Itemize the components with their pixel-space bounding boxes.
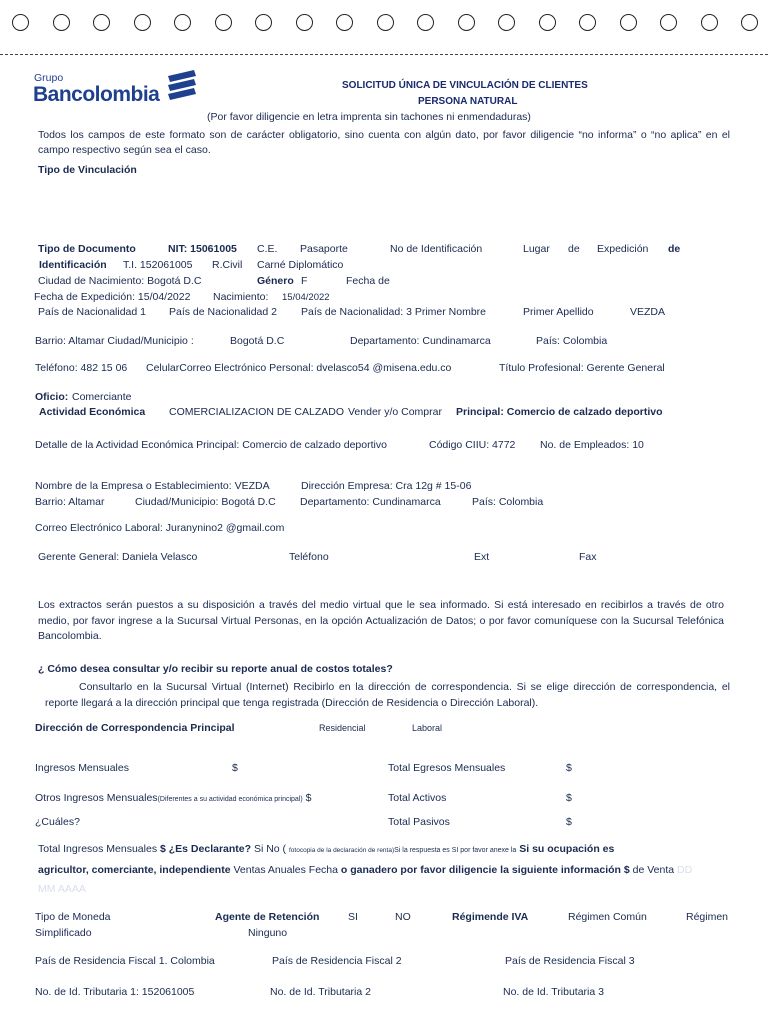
regimen-iva-label: Régimende IVA: [452, 911, 529, 923]
binder-hole: [620, 14, 637, 31]
tipo-vinculacion-label: Tipo de Vinculación: [38, 164, 137, 176]
pais-nacionalidad-1-label: País de Nacionalidad 1: [38, 306, 146, 318]
no-identificacion-label: No de Identificación: [390, 243, 483, 255]
detalle-actividad-field: Detalle de la Actividad Económica Principal: Comercio de calzado deportivo: [35, 439, 387, 451]
empresa-pais-field: País: Colombia: [472, 496, 544, 508]
id-tributaria-2: No. de Id. Tributaria 2: [270, 986, 371, 998]
actividad-economica-label: Actividad Económica: [39, 406, 146, 418]
actividad-value: COMERCIALIZACION DE CALZADO: [169, 406, 345, 418]
de-label: de: [568, 243, 580, 255]
pais-field: País: Colombia: [536, 335, 608, 347]
correspondencia-label: Dirección de Correspondencia Principal: [35, 722, 235, 734]
binder-hole: [417, 14, 434, 31]
otros-ingresos-field: [35, 792, 311, 804]
regimen-label: Régimen: [686, 911, 729, 923]
id-tributaria-1: No. de Id. Tributaria 1: 152061005: [35, 986, 195, 998]
form-instructions: (Por favor diligencie en letra imprenta sin tachones ni enmendaduras): [207, 111, 531, 123]
lugar-label: Lugar: [523, 243, 550, 255]
simplificado-option: Simplificado: [35, 927, 92, 939]
total-pasivos-label: Total Pasivos: [388, 816, 450, 828]
declarante-line-2: agricultor, comerciante, independiente Ventas Anuales Fecha o ganadero por favor diligencie la siguiente información $ de Venta DD: [38, 864, 693, 876]
binder-hole: [134, 14, 151, 31]
fecha-expedicion-field: Fecha de Expedición: 15/04/2022: [34, 291, 191, 303]
empresa-direccion-field: Dirección Empresa: Cra 12g # 15-06: [301, 480, 472, 492]
form-title: SOLICITUD ÚNICA DE VINCULACIÓN DE CLIENTES: [342, 80, 588, 91]
empresa-ext-label: Ext: [474, 551, 490, 563]
form-subtitle-persona: PERSONA NATURAL: [418, 96, 518, 107]
otros-ingresos-label: Otros Ingresos Mensuales: [35, 792, 158, 804]
ninguno-option: Ninguno: [248, 927, 288, 939]
bancolombia-mark-icon: [166, 70, 198, 104]
ce-option: C.E.: [257, 243, 278, 255]
laboral-option: Laboral: [412, 723, 443, 733]
binder-hole: [296, 14, 313, 31]
binder-hole: [12, 14, 29, 31]
ingresos-mensuales-label: Ingresos Mensuales: [35, 762, 129, 774]
correo-laboral-field: Correo Electrónico Laboral: Juranynino2 @gmail.com: [35, 522, 285, 534]
empresa-fax-label: Fax: [579, 551, 597, 563]
fecha-de-label: Fecha de: [346, 275, 390, 287]
binder-hole: [539, 14, 556, 31]
primer-apellido-value: VEZDA: [630, 306, 666, 318]
id-tributaria-3: No. de Id. Tributaria 3: [503, 986, 604, 998]
reporte-pregunta: ¿ Cómo desea consultar y/o recibir su reporte anual de costos totales?: [38, 663, 393, 675]
regimen-comun-option: Régimen Común: [568, 911, 647, 923]
dashed-cut-line: [0, 54, 768, 55]
residencia-fiscal-2: País de Residencia Fiscal 2: [272, 955, 402, 967]
binder-hole: [741, 14, 758, 31]
tipo-documento-label: Tipo de Documento: [38, 243, 136, 255]
activos-dollar: $: [566, 792, 572, 804]
tipo-moneda-label: Tipo de Moneda: [35, 911, 111, 923]
ti-field: T.I. 152061005: [123, 259, 193, 271]
binder-hole: [498, 14, 515, 31]
binder-hole: [701, 14, 718, 31]
logo-grupo-text: Grupo: [34, 72, 64, 84]
genero-value: F: [301, 275, 308, 287]
nacimiento-label: Nacimiento:: [213, 291, 269, 303]
residencia-fiscal-3: País de Residencia Fiscal 3: [505, 955, 635, 967]
binder-hole: [377, 14, 394, 31]
empresa-ciudad-field: Ciudad/Municipio: Bogotá D.C: [135, 496, 276, 508]
binder-hole: [93, 14, 110, 31]
binder-holes: [12, 14, 758, 34]
codigo-ciiu-field: Código CIIU: 4772: [429, 439, 516, 451]
rcivil-option: R.Civil: [212, 259, 243, 271]
total-egresos-label: Total Egresos Mensuales: [388, 762, 506, 774]
intro-paragraph: Todos los campos de este formato son de carácter obligatorio, sino cuenta con algún dato, por favor diligencie “no informa” o “no aplica” en el campo respectivo según sea el caso.: [38, 129, 730, 156]
logo-name-text: Bancolombia: [33, 83, 160, 106]
binder-hole: [336, 14, 353, 31]
empresa-departamento-field: Departamento: Cundinamarca: [300, 496, 441, 508]
oficio-label: Oficio:: [35, 391, 69, 403]
fecha-placeholder: MM AAAA: [38, 883, 86, 895]
nit-field: NIT: 15061005: [168, 243, 237, 255]
empleados-field: No. de Empleados: 10: [540, 439, 644, 451]
binder-hole: [579, 14, 596, 31]
otros-dollar: $: [305, 792, 312, 804]
correo-personal-field: CelularCorreo Electrónico Personal: dvelasco54 @misena.edu.co: [146, 362, 452, 374]
pasaporte-option: Pasaporte: [300, 243, 348, 255]
pais-nacionalidad-3-field: País de Nacionalidad: 3 Primer Nombre: [301, 306, 487, 318]
primer-apellido-label: Primer Apellido: [523, 306, 594, 318]
carne-diplomatico-option: Carné Diplomático: [257, 259, 344, 271]
ciudad-nacimiento-field: Ciudad de Nacimiento: Bogotá D.C: [38, 275, 202, 287]
telefono-field: Teléfono: 482 15 06: [35, 362, 128, 374]
residencia-fiscal-1: País de Residencia Fiscal 1. Colombia: [35, 955, 215, 967]
nacimiento-value: 15/04/2022: [282, 292, 330, 303]
oficio-value: Comerciante: [72, 391, 132, 403]
identificacion-label: Identificación: [39, 259, 107, 271]
binder-hole: [660, 14, 677, 31]
empresa-barrio-field: Barrio: Altamar: [35, 496, 105, 508]
empresa-nombre-field: Nombre de la Empresa o Establecimiento: VEZDA: [35, 480, 270, 492]
binder-hole: [215, 14, 232, 31]
empresa-telefono-label: Teléfono: [289, 551, 329, 563]
binder-hole: [53, 14, 70, 31]
de-label-bold: de: [668, 243, 681, 255]
cuales-label: ¿Cuáles?: [35, 816, 80, 828]
extractos-paragraph: Los extractos serán puestos a su disposición a través del medio virtual que le sea informado. Si está interesado en recibirlos a través de otro medio, por favor ingrese a la Sucursal Virtual Personas, en la opción Actualización de Datos; o por favor comuníquese con la Sucursal Telefónica Bancolombia.: [38, 599, 724, 642]
pasivos-dollar: $: [566, 816, 572, 828]
egresos-dollar: $: [566, 762, 572, 774]
barrio-ciudad-field: Barrio: Altamar Ciudad/Municipio :: [35, 335, 194, 347]
declarante-line-1: Total Ingresos Mensuales $ ¿Es Declarante? Si No ( fotocopia de la declaración de renta)Si la respuesta es SI por favor anexe la Si su ocupación es: [38, 843, 615, 855]
binder-hole: [458, 14, 475, 31]
actividad-principal-field: Principal: Comercio de calzado deportivo: [456, 406, 663, 418]
ingresos-dollar: $: [232, 762, 238, 774]
pais-nacionalidad-2-label: País de Nacionalidad 2: [169, 306, 277, 318]
expedicion-label: Expedición: [597, 243, 649, 255]
retencion-no-option: NO: [395, 911, 411, 923]
otros-ingresos-note: (Diferentes a su actividad económica principal): [157, 796, 303, 803]
vender-comprar-text: Vender y/o Comprar: [348, 406, 442, 418]
binder-hole: [174, 14, 191, 31]
residencial-option: Residencial: [319, 723, 366, 733]
reporte-opciones: Consultarlo en la Sucursal Virtual (Internet) Recibirlo en la dirección de correspondencia. Si se elige dirección de correspondencia, el reporte llegará a la dirección principal que tenga registrada (Dirección de Residencia o Dirección Laboral).: [45, 681, 730, 709]
binder-hole: [255, 14, 272, 31]
ciudad-value: Bogotá D.C: [230, 335, 285, 347]
agente-retencion-label: Agente de Retención: [215, 911, 320, 923]
total-activos-label: Total Activos: [388, 792, 447, 804]
gerente-general-field: Gerente General: Daniela Velasco: [38, 551, 198, 563]
genero-label: Género: [257, 275, 294, 287]
titulo-profesional-field: Título Profesional: Gerente General: [499, 362, 665, 374]
retencion-si-option: SI: [348, 911, 358, 923]
departamento-field: Departamento: Cundinamarca: [350, 335, 491, 347]
